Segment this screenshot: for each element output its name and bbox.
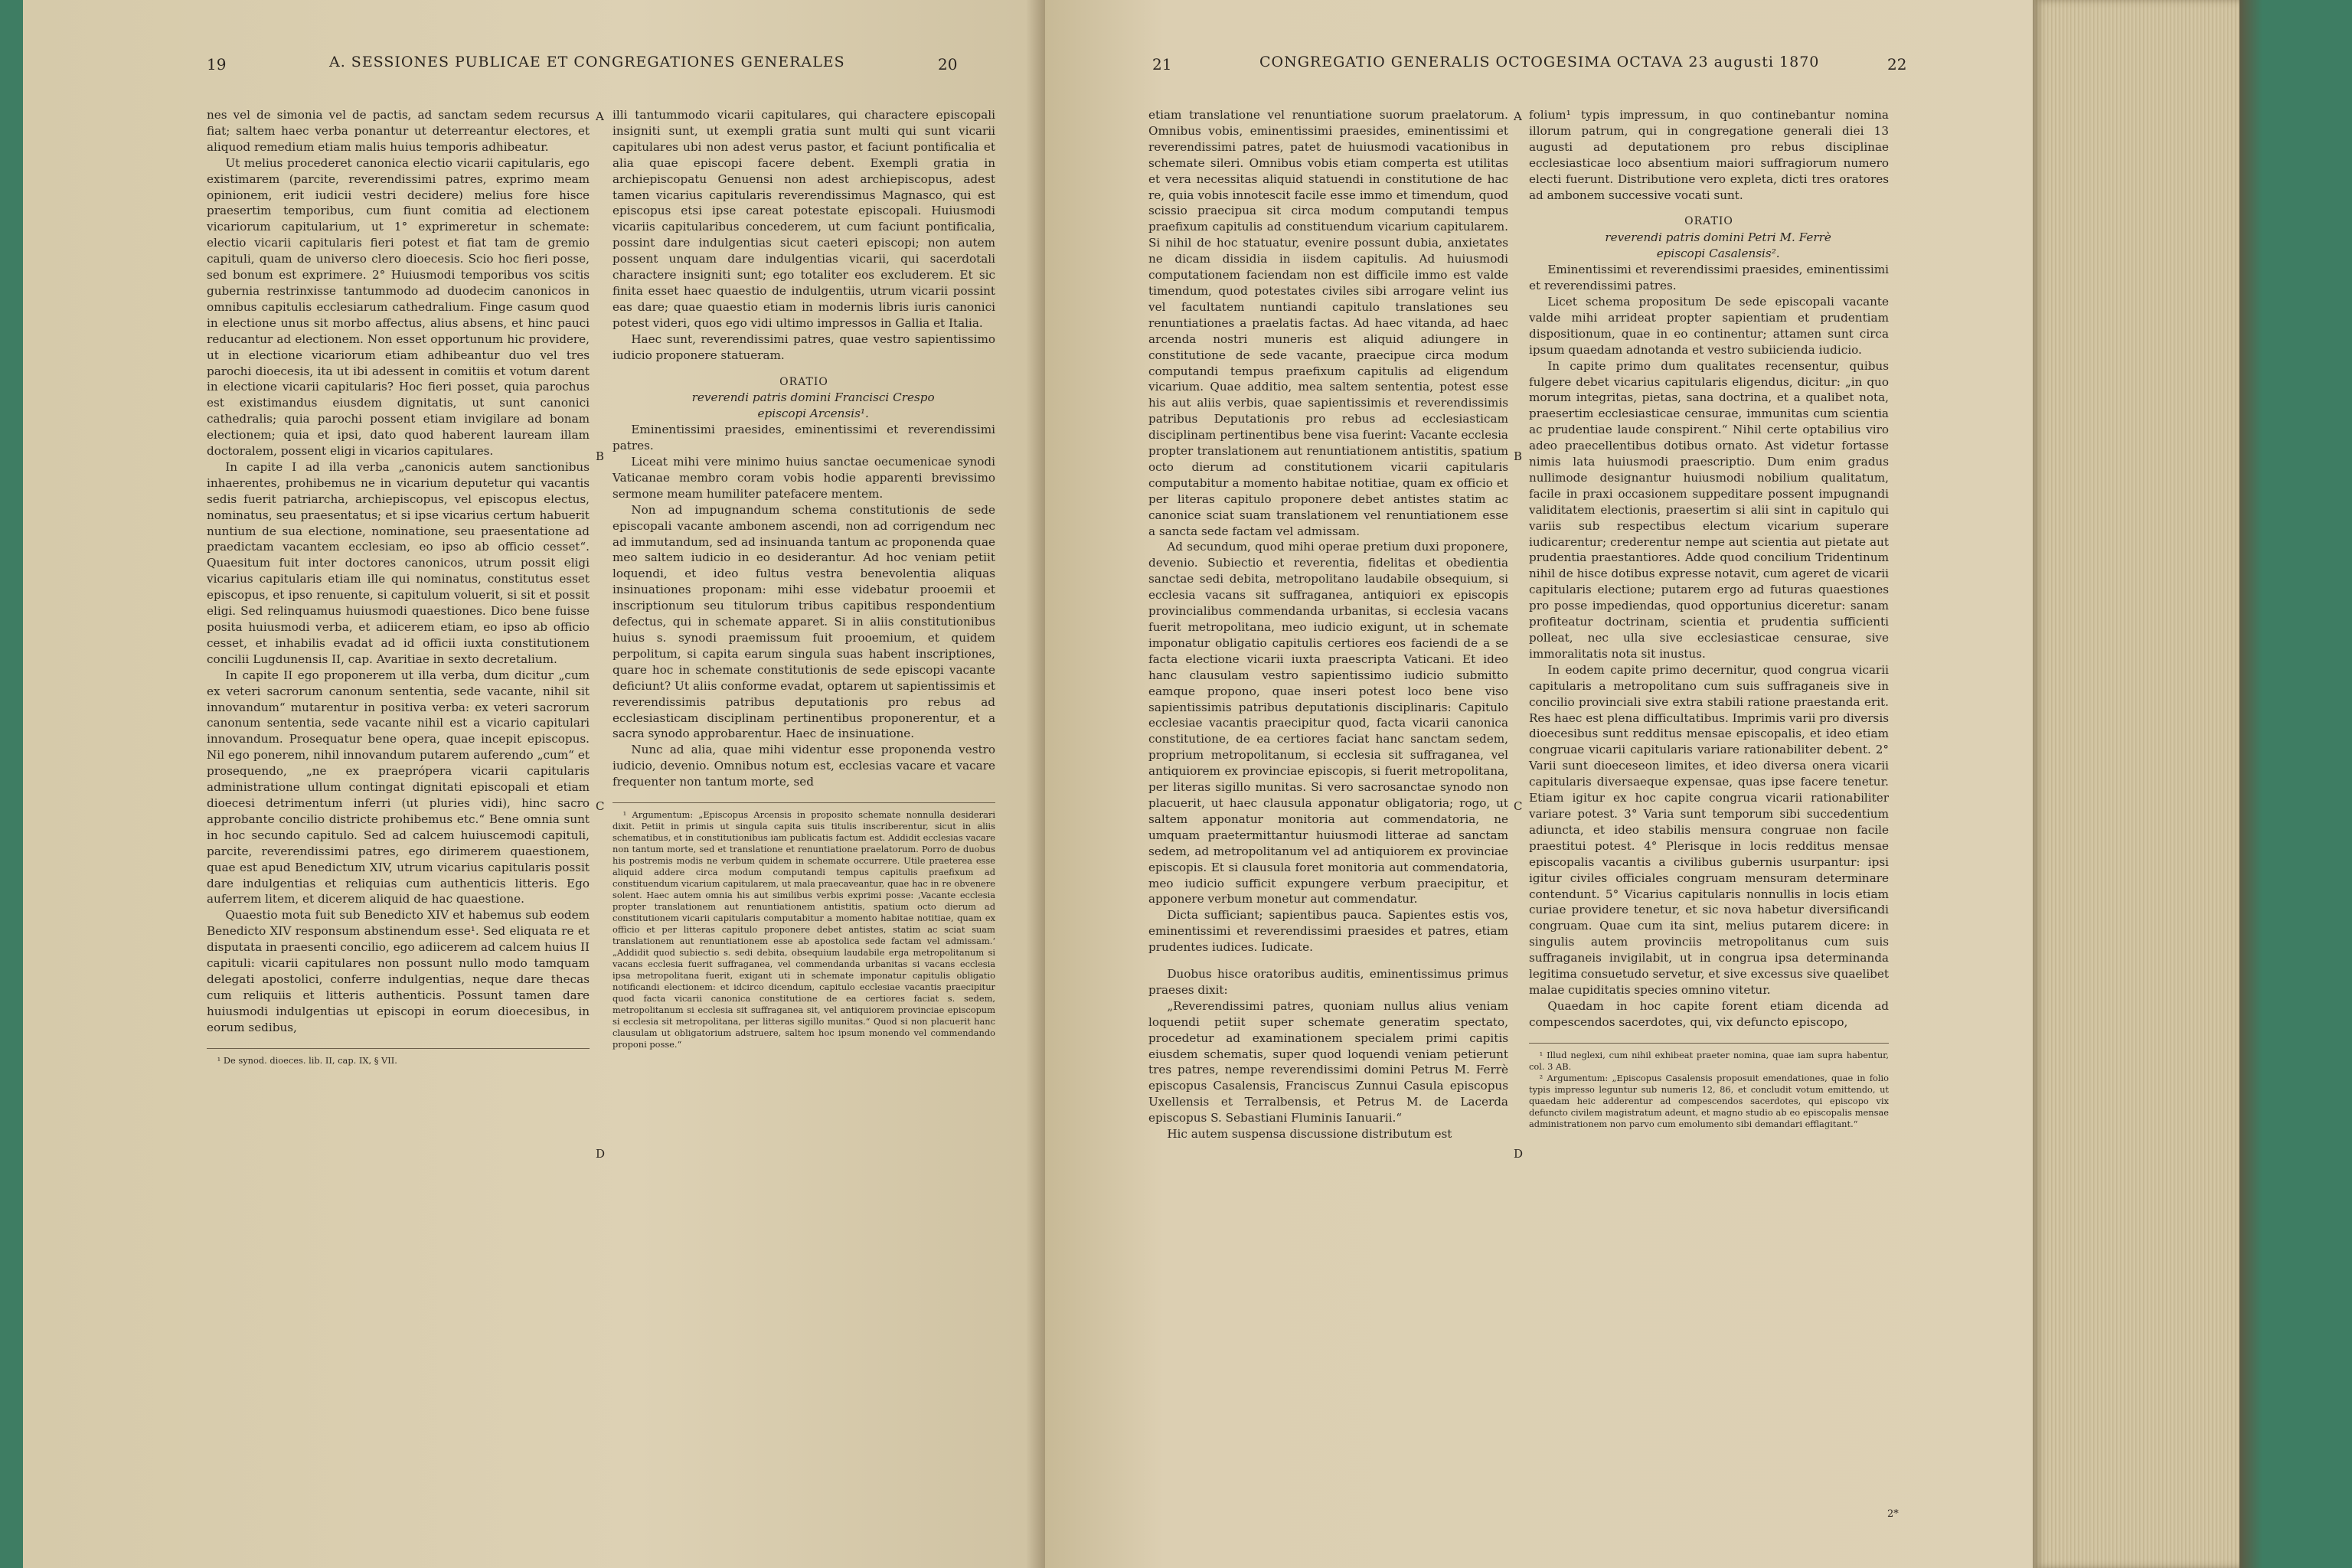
oratio-heading: ORATIO <box>779 375 828 388</box>
page-number: 19 <box>207 55 227 74</box>
paragraph: In capite I ad illa verba „canonicis autem sanctionibus inhaerentes, prohibemus ne in vicarium deputetur qui vacantis sedis fuerit patriarcha, archiepiscopus, vel episcopus electus, nominatus, seu praesentatus; et si ipse vicarius certum habuerit nuntium de sua electione, nominatione, seu praesentatione ad praedictam vacantem ecclesiam, eo ipso ab officio cesset“. Quaesitum fuit inter doctores canonicos, utrum possit eligi vicarius capitularis etiam ille qui nominatus, constitutus esset episcopus, et ipso renuente, si capitulum voluerit, si sit et possit eligi. Sed relinquamus huiusmodi quaestiones. Dico bene fuisse posita huiusmodi verba, et adiicerem etiam, eo ipso ab officio cesset, et inhabilis evadat ad id officii iuxta constitutionem concilii Lugdunensis II, cap. Avaritiae in sexto decretalium. <box>207 459 590 666</box>
oratio-heading: ORATIO <box>1684 215 1733 228</box>
margin-marker: D <box>1514 1147 1524 1161</box>
text-column-2 <box>612 107 995 1050</box>
paragraph: In capite II ego proponerem ut illa verba, dum dicitur „cum ex veteri sacrorum canonum sententia, sede vacante, nihil sit innovandum“ mutarentur in positiva verba: ex veteri sacrorum canonum sententia, sede vacante nihil est a vicario capitulari innovandum. Prosequatur bene opera, quae incepit episcopus. Nil ego ponerem, nihil innovandum putarem auferendo „cum“ et prosequendo, „ne ex praeprópera vicarii capitularis administratione ullum contingat dignitati episcopali et etiam dioecesi detrimentum inferri (ut pluries vidi), hinc sacro approbante concilio districte prohibemus etc.“ Bene omnia sunt in hoc secundo capitulo. Sed ad calcem huiuscemodi capituli, parcite, reverendissimi patres, ego dirimerem quaestionem, quae est apud Benedictum XIV, utrum vicarius capitularis possit dare indulgentias et reliquias cum authenticis litteris. Ego auferrem litem, et dicerem aliquid de hac quaestione. <box>207 668 590 906</box>
margin-marker: A <box>596 109 604 123</box>
paragraph: In eodem capite primo decernitur, quod congrua vicarii capitularis a metropolitano cum suis suffraganeis sive in concilio provinciali sive extra stabili ratione praestanda erit. Res haec est plena difficultatibus. Imprimis varii pro diversis dioecesibus sunt redditus mensae episcopalis, et ideo etiam congruae vicarii capitularis variare rationabiliter debent. 2° Varii sunt dioeceseon limites, et ideo diversa onera vicarii capitularis diversaeque expensae, quas ipse facere tenetur. Etiam igitur ex hoc capite congrua vicarii rationabiliter variare potest. 3° Varia sunt temporum sibi succedentium adiuncta, et ideo stabilis mensura congruae non facile praestitui potest. 4° Plerisque in locis redditus mensae episcopalis vacantis a civilibus gubernis usurpantur: ipsi igitur civiles officiales congruam mensuram determinare contendunt. 5° Vicarius capitularis nonnullis in locis etiam curiae providere tenetur, et sic nova habetur diversificandi congruam. Quae cum ita sint, melius putarem dicere: in singulis autem provinciis metropolitanus cum suis suffraganeis invigilabit, ut in congrua ipsa determinanda legitima consuetudo servetur, et sive excessus sive quaelibet malae cupiditatis species omnino vitetur. <box>1529 662 1889 997</box>
right-page <box>1045 0 2033 1568</box>
paragraph: Quaedam in hoc capite forent etiam dicenda ad compescendos sacerdotes, qui, vix defuncto episcopo, <box>1529 998 1889 1029</box>
paragraph: Haec sunt, reverendissimi patres, quae vestro sapientissimo iudicio proponere statueram. <box>612 332 995 362</box>
paragraph: Dicta sufficiant; sapientibus pauca. Sapientes estis vos, eminentissimi et reverendissimi praesides et patres, etiam prudentes iudices. Iudicate. <box>1148 908 1508 955</box>
page-edge-shadow <box>2239 0 2262 1568</box>
page-number: 21 <box>1152 55 1172 74</box>
margin-marker: D <box>596 1147 606 1161</box>
left-page <box>23 0 1045 1568</box>
paragraph: In capite primo dum qualitates recensentur, quibus fulgere debet vicarius capitularis eligendus, dicitur: „in quo morum integritas, pietas, sana doctrina, et a qualibet nota, praesertim ecclesiasticae censurae, immunitas cum scientia ac prudentiae laude conspirent.“ Nihil certe optabilius viro adeo praecellentibus dotibus ornato. Ast videtur fortasse nimis lata huiusmodi praescriptio. Dum enim gradus nullimode designantur huiusmodi nobilium qualitatum, facile in praxi occasionem suppeditare possent impugnandi validitatem electionis, praesertim si alii sint in capitulo qui variis sub respectibus electum vicarium superare iudicarentur; crederentur nempe aut scientia aut pietate aut prudentia praestantiores. Adde quod concilium Tridentinum nihil de hisce dotibus expresse notavit, cum ageret de vicarii capitularis electione; putarem ergo ad futuras quaestiones pro posse impediendas, quod opportunius diceretur: sanam profiteatur doctrinam, scientia et prudentia sufficienti polleat, nec ulla sive ecclesiasticae censurae, sive immoralitatis nota sit inustus. <box>1529 358 1889 661</box>
paragraph: Liceat mihi vere minimo huius sanctae oecumenicae synodi Vaticanae membro coram vobis hodie apparenti brevissimo sermone meam humiliter patefacere mentem. <box>612 455 995 501</box>
paragraph: Ad secundum, quod mihi operae pretium duxi proponere, devenio. Subiectio et reverentia, fidelitas et obedientia sanctae sedi debita, metropolitano laudabile obsequium, si ecclesia vacans sit suffraganea, antiquiori ex episcopis provincialibus commendanda urbanitas, si ecclesia vacans fuerit metropolitana, meo iudicio exigunt, ut in schemate imponatur obligatio capitulis certiores eos faciendi de a se facta electione vicarii iuxta praescripta Vaticani. Et ideo hanc clausulam vestro sapientissimo iudicio submitto eamque propono, quae inseri potest loco bene viso sapientissimis patribus deputationis disciplinaris: Capitulo ecclesiae vacantis praecipitur quod, facta vicarii canonica constitutione, de ea certiores faciat hanc sanctam sedem, proprium metropolitanum, si ecclesia sit suffraganea, vel antiquiorem ex provinciae episcopis, si fuerit metropolitana, per literas sigillo munitas. Si vero sacrosanctae synodo non placuerit, ut haec clausula apponatur obligatoria; rogo, ut saltem apponatur monitoria aut commendatoria, ne umquam praetermittantur huiusmodi litterae ad sanctam sedem, ad metropolitanum vel ad antiquiorem ex provinciae episcopis. Et si clausula foret monitoria aut commendatoria, meo iudicio sufficit expungere verbum praecipitur, et apponere verbum monetur aut commendatur. <box>1148 540 1508 906</box>
footnote-text: ¹ Argumentum: „Episcopus Arcensis in proposito schemate nonnulla desiderari dixit. Petiit in primis ut singula capita suis titulis inscriberentur, sicut in aliis schematibus, et in constitutionibus iam publicatis factum est. Addidit ecclesias vacare non tantum morte, sed et translatione et renuntiatione praelatorum. Porro de duobus his postremis modis ne verbum quidem in schemate occurrere. Utile praeterea esse aliquid addere circa modum computandi tempus capitulis praefixum ad constituendum vicarium capitularem, ut mala praecaveantur, quae hac in re obvenere solent. Haec autem omnia his aut similibus verbis exprimi posse: ‚Vacante ecclesia propter translationem aut renuntiationem antistitis, spatium octo dierum ad constitutionem vicarii capitularis computabitur a momento habitae notitiae, quam ex officio et per litteras capitulo proponere debet antistes, statim ac sciat suam translationem aut renuntiationem esse ab apostolica sede factam vel admissam.‘ „Addidit quod subiectio s. sedi debita, obsequium laudabile erga metropolitanum si vacans ecclesia fuerit suffraganea, vel commendanda urbanitas si vacans ecclesia ipsa metropolitana fuerit, exigant uti in schemate imponatur capitulis obligatio notificandi electionem: et idcirco dicendum, capitulo ecclesiae vacantis praecipitur quod facta vicarii canonica constitutione de ea certiores faciat s. sedem, metropolitanum si ecclesia sit suffraganea sit, vel antiquiorem provinciae episcopum si ecclesia sit metropolitana, per litteras sigillo munitas.“ Quod si non placuerit hanc clausulam ut obligatorium adstruere, saltem hoc ipsum monendo vel commendando proponi posse.“ <box>612 809 995 1050</box>
paragraph: Eminentissimi et reverendissimi praesides, eminentissimi et reverendissimi patres. <box>1529 263 1889 293</box>
paragraph: Eminentissimi praesides, eminentissimi et reverendissimi patres. <box>612 423 995 453</box>
footnote <box>1529 1043 1889 1130</box>
margin-marker: A <box>1514 109 1522 123</box>
paragraph: nes vel de simonia vel de pactis, ad sanctam sedem recursus fiat; saltem haec verba ponantur ut deterreantur electores, et aliquod remedium etiam malis huius temporis adhibeatur. <box>207 108 590 154</box>
oratio-subtitle: episcopi Casalensis². <box>1656 247 1780 261</box>
running-head: A. SESSIONES PUBLICAE ET CONGREGATIONES GENERALES <box>329 54 845 70</box>
margin-marker: C <box>596 799 605 813</box>
margin-marker: B <box>596 449 605 463</box>
paragraph: etiam translatione vel renuntiatione suorum praelatorum. Omnibus vobis, eminentissimi praesides, eminentissimi et reverendissimi patres, patet de huiusmodi vacationibus in schemate sileri. Omnibus vobis etiam comperta est utilitas et vera necessitas aliquid statuendi in constitutione de hac re, quia vobis innotescit facile esse immo et timendum, quod scissio praecipua sit circa modum computandi tempus praefixum capitulis ad constituendum vicarium capitularem. Si nihil de hoc statuatur, evenire possunt dubia, anxietates ne dicam dissidia in iisdem capitulis. Ad huiusmodi computationem faciendam non est difficile immo est valde timendum, quod potestates civiles sibi arrogare velint ius vel facultatem nuntiandi capitulo translationes seu renuntiationes a praelatis factas. Ad haec vitanda, ad haec arcenda nostri muneris est aliquid adiungere in constitutione de sede vacante, praecipue circa modum computandi tempus praefixum capitulis ad eligendum vicarium. Quae additio, mea saltem sententia, potest esse his aut aliis verbis, quae sapientissimis et reverendissimis patribus Deputationis pro rebus ad ecclesiasticam disciplinam pertinentibus bene visa fuerint: Vacante ecclesia propter translationem aut renuntiationem antistitis, spatium octo dierum ad constitutionem vicarii capitularis computabitur a momento habitae notitiae, quam ex officio et per literas capitulo proponere debet antistes statim ac canonice sciat suam translationem vel renuntiationem esse a sancta sede factam vel admissam. <box>1148 108 1508 538</box>
footnote-text: ¹ De synod. dioeces. lib. II, cap. IX, § VII. <box>217 1054 397 1066</box>
paragraph: Quaestio mota fuit sub Benedicto XIV et habemus sub eodem Benedicto XIV responsum abstinendum esse¹. Sed eliquata re et disputata in praesenti concilio, ego adiicerem ad calcem huius II capituli: vicarii capitulares non possunt nullo modo tamquam delegati apostolici, conferre indulgentias, neque dare thecas cum reliquiis et litteris authenticis. Possunt tamen dare huiusmodi indulgentias ut episcopi in eorum dioecesibus, in eorum sedibus, <box>207 908 590 1034</box>
footnote-text: ² Argumentum: „Episcopus Casalensis proposuit emendationes, quae in folio typis impresso leguntur sub numeris 12, 86, et concludit votum emittendo, ut quaedam heic adderentur ad compescendos sacerdotes, qui episcopo vix defuncto civilem magistratum adeunt, et magno studio ab eo episcopalis mensae administrationem non parvo cum emolumento sibi demandari efflagitant.“ <box>1529 1072 1889 1129</box>
footnote-text: ¹ Illud neglexi, cum nihil exhibeat praeter nomina, quae iam supra habentur, col. 3 AB. <box>1529 1049 1889 1072</box>
page-number: 20 <box>938 55 958 74</box>
footnote <box>612 802 995 1050</box>
margin-marker: C <box>1514 799 1523 813</box>
footnote <box>207 1048 590 1067</box>
signature-mark: 2* <box>1887 1508 1899 1520</box>
text-column-2 <box>1529 107 1889 1130</box>
paragraph: Hic autem suspensa discussione distributum est <box>1167 1127 1452 1142</box>
paragraph: „Reverendissimi patres, quoniam nullus alius veniam loquendi petiit super schemate generatim spectato, procedetur ad examinationem specialem primi capitis eiusdem schematis, super quod loquendi veniam petierunt tres patres, nempe reverendissimi domini Petrus M. Ferrè episcopus Casalensis, Franciscus Zunnui Casula episcopus Uxellensis et Terralbensis, et Petrus M. de Lacerda episcopus S. Sebastiani Fluminis Ianuarii.“ <box>1148 998 1508 1125</box>
paragraph: Nunc ad alia, quae mihi videntur esse proponenda vestro iudicio, devenio. Omnibus notum est, ecclesias vacare et vacare frequenter non tantum morte, sed <box>612 743 995 789</box>
page-number: 22 <box>1887 55 1907 74</box>
paragraph: Ut melius procederet canonica electio vicarii capitularis, ego existimarem (parcite, reverendissimi patres, exprimo meam opinionem, erit iudicii vestri decidere) melius fore hisce praesertim temporibus, cum fiunt comitia ad electionem vicariorum capitularium, ut 1° exprimeretur in schemate: electio vicarii capitularis fieri potest et fiat tam de gremio capituli, quam de universo clero dioecesis. Scio hoc fieri posse, sed bonum est exprimere. 2° Huiusmodi temporibus vos scitis gubernia restrinxisse tantummodo ad duodecim canonicos in omnibus capitulis ecclesiarum cathedralium. Finge casum quod in electione unus sit morbo affectus, alius absens, et hinc pauci reducantur ad electionem. Non esset opportunum hic providere, ut in electione vicariorum etiam adhibeantur duo vel tres parochi dioecesis, ita ut ibi adessent in comitiis et votum darent in electione vicarii capitularis? Hoc fieri posset, quia parochus est existimandus eiusdem dignitatis, ut sunt canonici cathedralis; quia parochi possent etiam invigilare ad bonam electionem; quia et ipsi, dato quod haberent lauream illam doctoralem, possent eligi in vicarios capitulares. <box>207 155 590 459</box>
oratio-subtitle: episcopi Arcensis¹. <box>757 407 869 421</box>
paragraph: Licet schema propositum De sede episcopali vacante valde mihi arrideat propter sapientiam et prudentiam dispositionum, quae in eo continentur; attamen sunt circa ipsum quaedam adnotanda et vestro subiicienda iudicio. <box>1529 294 1889 357</box>
paragraph: Duobus hisce oratoribus auditis, eminentissimus primus praeses dixit: <box>1148 967 1508 997</box>
page-edges <box>2033 0 2239 1568</box>
paragraph: folium¹ typis impressum, in quo continebantur nomina illorum patrum, qui in congregatione generali diei 13 augusti ad deputationem pro rebus disciplinae ecclesiasticae loco absentium maiori suffragiorum numero electi fuerunt. Distributione vero expleta, dicti tres oratores ad ambonem successive vocati sunt. <box>1529 108 1889 202</box>
running-head: CONGREGATIO GENERALIS OCTOGESIMA OCTAVA 23 augusti 1870 <box>1259 54 1820 70</box>
oratio-subtitle: reverendi patris domini Petri M. Ferrè <box>1605 230 1831 245</box>
text-column-1 <box>207 107 590 1067</box>
margin-marker: B <box>1514 449 1523 463</box>
paragraph: illi tantummodo vicarii capitulares, qui charactere episcopali insigniti sunt, ut exempli gratia sunt multi qui sunt vicarii capitulares ubi non adest verus pastor, et faciunt pontificalia et alia quae episcopi facere debent. Exempli gratia in archiepiscopatu Genuensi non adest archiepiscopus, adest tamen vicarius capitularis reverendissimus Magnasco, qui est episcopus etsi ipse careat potestate episcopali. Huiusmodi vicariis capitularibus concederem, ut cum faciunt pontificalia, possint dare indulgentias sicut caeteri episcopi; non autem possent unquam dare indulgentias vicarii, qui sacerdotali charactere insigniti sunt; ego totaliter eos excluderem. Et sic finita esset haec quaestio de indulgentiis, utrum vicarii possint eas dare; quae quaestio etiam in modernis libris iuris canonici potest videri, quos ego vidi ultimo impressos in Gallia et Italia. <box>612 108 995 330</box>
text-column-1 <box>1148 107 1508 1142</box>
oratio-subtitle: reverendi patris domini Francisci Crespo <box>691 390 935 405</box>
paragraph: Non ad impugnandum schema constitutionis de sede episcopali vacante ambonem ascendi, non ad corrigendum nec ad immutandum, sed ad insinuanda tantum ac proponenda quae meo saltem iudicio in eo desiderantur. Ad hoc veniam petiit loquendi, et ideo fultus vestra benevolentia aliquas insinuationes proponam: mihi esse videbatur prooemii et inscriptionum seu titulorum tribus capitibus respondentium defectus, qui in schemate apparet. Si in aliis constitutionibus huius s. synodi praemissum fuit prooemium, et quidem perpolitum, si capita earum singula suas habent inscriptiones, quare hoc in schemate constitutionis de sede episcopi vacante deficiunt? Ut aliis conforme evadat, optarem ut sapientissimis et reverendissimis patribus deputationis pro rebus ad ecclesiasticam disciplinam pertinentibus proponerentur, et a sacra synodo approbarentur. Haec de insinuatione. <box>612 502 995 741</box>
